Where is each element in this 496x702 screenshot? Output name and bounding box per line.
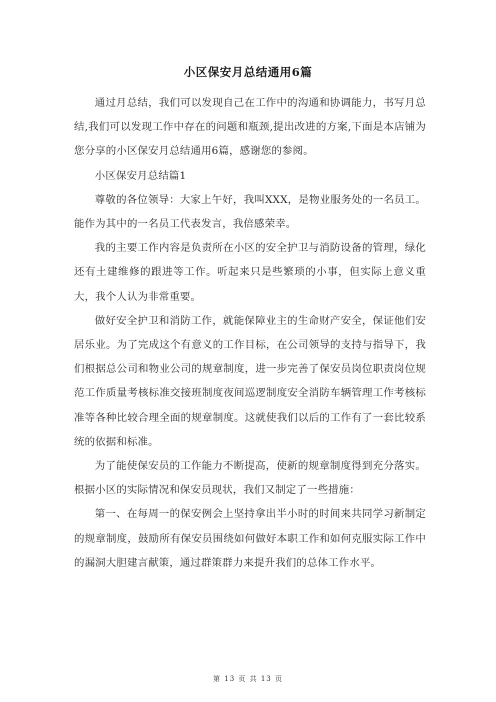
paragraph-intro: 通过月总结，我们可以发现自己在工作中的沟通和协调能力，书写月总结,我们可以发现工作中存在的问题和瓶颈,提出改进的方案,下面是本店铺为您分享的小区保安月总结通用6篇，感谢您的参阅。 (74, 97, 426, 158)
paragraph-measures: 为了能使保安员的工作能力不断提高，使新的规章制度得到充分落实。根据小区的实际情况和保安员现状，我们又制定了一些措施： (74, 460, 426, 497)
document-title: 小区保安月总结通用6篇 (183, 65, 313, 79)
paragraph-first-measure: 第一、在每周一的保安例会上坚持拿出半小时的时间来共同学习新制定的规章制度，鼓励所有保安员围绕如何做好本职工作和如何克服实际工作中的漏洞大胆建言献策，通过群策群力来提升我们的总体工作水平。 (74, 508, 426, 569)
page-number-footer: 第 13 页 共 13 页 (213, 675, 283, 683)
paragraph-duties: 我的主要工作内容是负责所在小区的安全护卫与消防设备的管理，绿化还有土建维修的跟进等工作。听起来只是些繁琐的小事，但实际上意义重大，我个人认为非常重要。 (74, 242, 426, 303)
section-heading: 小区保安月总结篇1 (94, 169, 187, 182)
paragraph-safety: 做好安全护卫和消防工作，就能保障业主的生命财产安全，保证他们安居乐业。为了完成这个有意义的工作目标，在公司领导的支持与指导下，我们根据总公司和物业公司的规章制度，进一步完善了保安员岗位职责岗位规范工作质量考核标准交接班制度夜间巡逻制度安全消防车辆管理工作考核标准等各种比较合理全面的规章制度。这就使我们以后的工作有了一套比较系统的依据和标准。 (74, 314, 426, 448)
document-body (74, 91, 426, 575)
paragraph-greeting: 尊敬的各位领导：大家上午好，我叫XXX，是物业服务处的一名员工。能作为其中的一名员工代表发言，我倍感荣幸。 (74, 193, 426, 231)
